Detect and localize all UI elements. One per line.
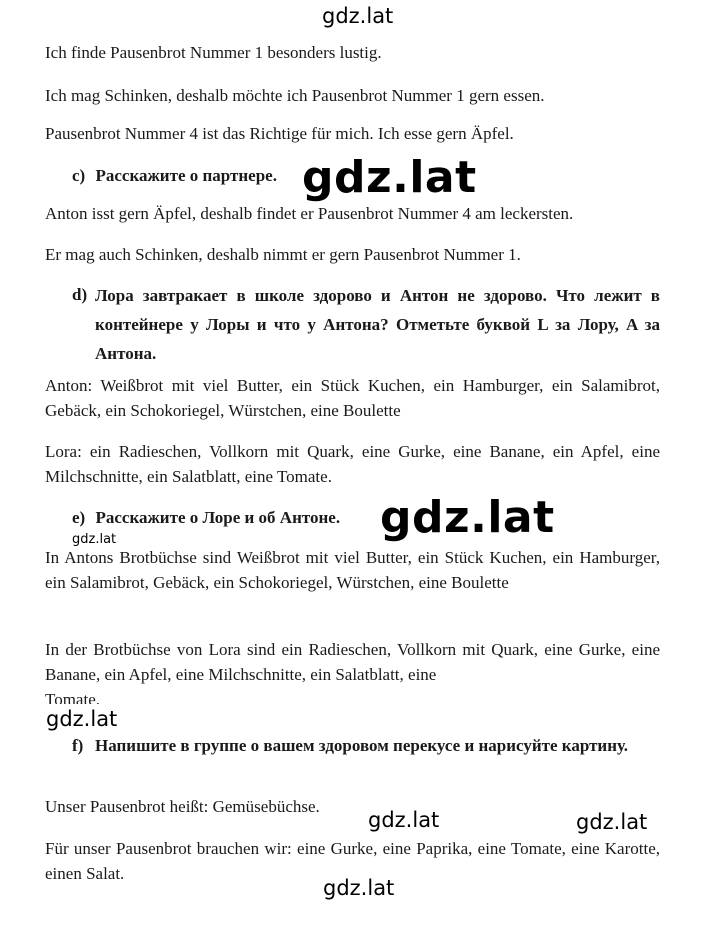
task-c-text: Расскажите о партнере.: [95, 166, 277, 185]
answer-line-3: Pausenbrot Nummer 4 ist das Richtige für mich. Ich esse gern Äpfel.: [45, 124, 514, 143]
answer-d-anton: Anton: Weißbrot mit viel Butter, ein Stück Kuchen, ein Hamburger, ein Salamibrot, Gebäck, ein Schokoriegel, Würstchen, eine Boulette: [45, 376, 660, 420]
watermark-left-mid: gdz.lat: [46, 707, 118, 731]
task-e-text: Расскажите о Лоре и об Антоне.: [95, 508, 341, 527]
answer-f-line-2: Für unser Pausenbrot brauchen wir: eine Gurke, eine Paprika, eine Tomate, eine Karotte, einen Salat.: [45, 839, 660, 883]
watermark-center-low: gdz.lat: [368, 808, 440, 832]
answer-f-line-1: Unser Pausenbrot heißt: Gemüsebüchse.: [45, 797, 320, 816]
task-d-letter: d): [72, 285, 88, 304]
task-c-letter: c): [72, 166, 86, 185]
answer-e-cut-line: [45, 690, 660, 704]
watermark-right-low: gdz.lat: [576, 810, 648, 834]
watermark-tiny: gdz.lat: [72, 532, 117, 547]
answer-e-lora: In der Brotbüchse von Lora sind ein Radieschen, Vollkorn mit Quark, eine Gurke, eine Banane, ein Apfel, eine Milchschnitte, ein Salatblatt, eine: [45, 640, 660, 684]
answer-e-cut-text: Tomate.: [45, 690, 100, 704]
answer-d-lora: Lora: ein Radieschen, Vollkorn mit Quark, eine Gurke, eine Banane, ein Apfel, eine Milchschnitte, ein Salatblatt, eine Tomate.: [45, 442, 660, 486]
watermark-top: gdz.lat: [322, 4, 394, 28]
task-f-letter: f): [72, 736, 84, 755]
watermark-big-2: gdz.lat: [380, 492, 555, 543]
answer-c-line-2: Er mag auch Schinken, deshalb nimmt er gern Pausenbrot Nummer 1.: [45, 245, 521, 264]
answer-c-line-1: Anton isst gern Äpfel, deshalb findet er Pausenbrot Nummer 4 am leckersten.: [45, 204, 574, 223]
answer-line-2: Ich mag Schinken, deshalb möchte ich Pausenbrot Nummer 1 gern essen.: [45, 86, 545, 105]
task-e-heading: [72, 508, 340, 528]
task-f-text: Напишите в группе о вашем здоровом перекусе и нарисуйте картину.: [95, 736, 629, 755]
watermark-big-1: gdz.lat: [302, 152, 477, 203]
answer-line-1: Ich finde Pausenbrot Nummer 1 besonders lustig.: [45, 43, 382, 62]
task-c-heading: [72, 166, 277, 186]
answer-e-anton: In Antons Brotbüchse sind Weißbrot mit viel Butter, ein Stück Kuchen, ein Hamburger, ein Salamibrot, Gebäck, ein Schokoriegel, Würstchen, eine Boulette: [45, 548, 660, 592]
task-e-letter: e): [72, 508, 86, 527]
task-d-text: Лора завтракает в школе здорово и Антон не здорово. Что лежит в контейнере у Лоры и что у Антона? Отметьте буквой L за Лору, A за Антона.: [95, 286, 660, 363]
watermark-bottom: gdz.lat: [323, 876, 395, 900]
